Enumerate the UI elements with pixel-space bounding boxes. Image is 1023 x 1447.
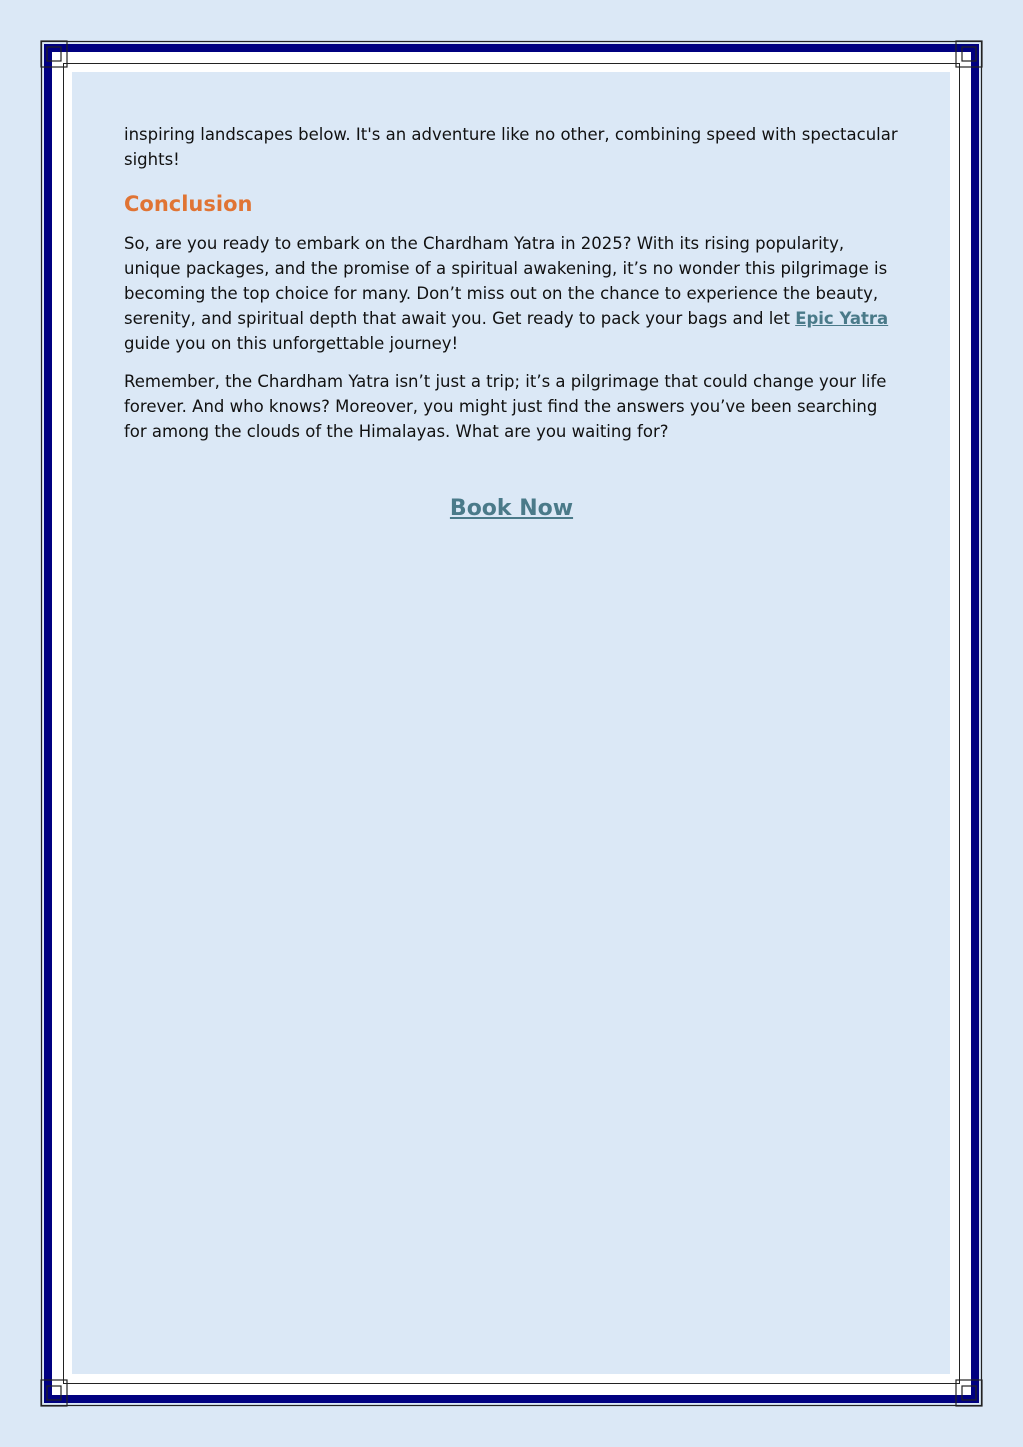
conclusion-paragraph-1 <box>124 231 899 356</box>
paragraph-text-after-link: guide you on this unforgettable journey! <box>124 334 459 353</box>
intro-fragment: inspiring landscapes below. It's an adventure like no other, combining speed with spectacular sights! <box>124 125 898 169</box>
book-now-link[interactable]: Book Now <box>449 496 574 521</box>
article-body <box>124 122 899 457</box>
conclusion-paragraph-2: Remember, the Chardham Yatra isn’t just a trip; it’s a pilgrimage that could change your life forever. And who knows? Moreover, you might just find the answers you’ve been searching for among the clouds of the Himalayas. What are you waiting for? <box>124 372 887 441</box>
cta-container <box>0 496 1023 521</box>
conclusion-heading: Conclusion <box>124 192 253 216</box>
epic-yatra-link[interactable]: Epic Yatra <box>795 309 889 328</box>
paragraph-text-before-link: So, are you ready to embark on the Chardham Yatra in 2025? With its rising popularity, unique packages, and the promise of a spiritual awakening, it’s no wonder this pilgrimage is becoming the top choice for many. Don’t miss out on the chance to experience the beauty, serenity, and spiritual depth that await you. Get ready to pack your bags and let <box>124 234 888 328</box>
